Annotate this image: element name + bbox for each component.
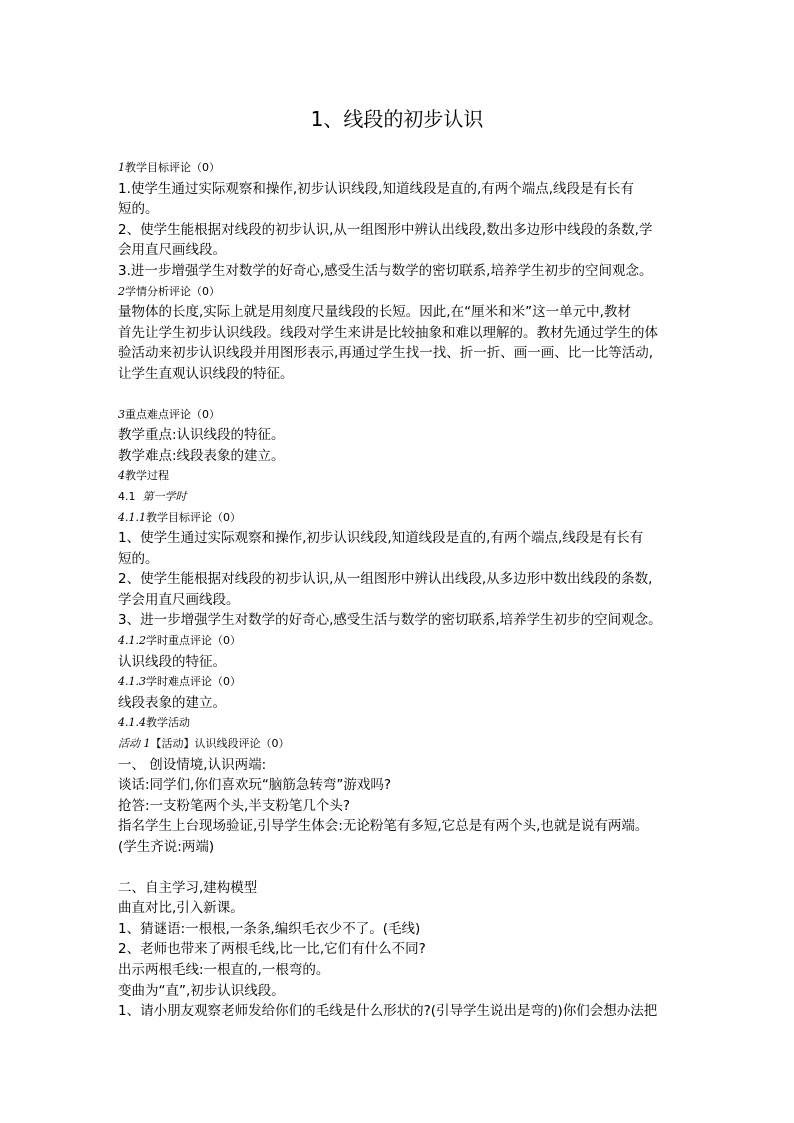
section-number: 4.1.1 — [118, 510, 146, 524]
subsection-heading — [118, 508, 678, 529]
activity-number: 活动 1 — [118, 737, 151, 751]
subsection-heading — [118, 713, 678, 734]
paragraph-line: 变曲为“直”,初步认识线段。 — [118, 982, 285, 999]
paragraph-line: 短的。 — [118, 550, 159, 567]
paragraph-line: 谈话:同学们,你们喜欢玩“脑筋急转弯”游戏吗? — [118, 777, 391, 794]
section-title: 第一学时 — [142, 489, 187, 503]
section-number: 4.1 — [118, 489, 136, 503]
paragraph-line: 会用直尺画线段。 — [118, 242, 226, 259]
subsection-heading — [118, 672, 678, 693]
section-title: 学时重点评论（0） — [146, 634, 241, 648]
paragraph-line: 3、进一步增强学生对数学的好奇心,感受生活与数学的密切联系,培养学生初步的空间观念。 — [118, 612, 662, 629]
paragraph-line: 验活动来初步认识线段并用图形表示,再通过学生找一找、折一折、画一画、比一比等活动, — [118, 345, 654, 362]
paragraph-line: 教学难点:线段表象的建立。 — [118, 447, 285, 464]
paragraph-line: 教学重点:认识线段的特征。 — [118, 427, 285, 444]
section-title: 教学活动 — [146, 716, 190, 730]
paragraph-line: 1.使学生通过实际观察和操作,初步认识线段,知道线段是直的,有两个端点,线段是有长有 — [118, 180, 635, 197]
paragraph-line: 1、使学生通过实际观察和操作,初步认识线段,知道线段是直的,有两个端点,线段是有长有 — [118, 530, 644, 547]
paragraph-line: 1、猜谜语:一根根,一条条,编织毛衣少不了。(毛线) — [118, 920, 421, 937]
section-heading — [118, 282, 678, 303]
paragraph-line: 一、 创设情境,认识两端: — [118, 756, 267, 773]
paragraph-line: 线段表象的建立。 — [118, 694, 226, 711]
section-number: 4.1.3 — [118, 675, 146, 689]
paragraph-line: 量物体的长度,实际上就是用刻度尺量线段的长短。因此,在“厘米和米”这一单元中,教材 — [118, 304, 631, 321]
section-number: 4.1.2 — [118, 634, 146, 648]
section-number: 3 — [118, 407, 125, 421]
paragraph-line: 短的。 — [118, 201, 159, 218]
paragraph-line: 3.进一步增强学生对数学的好奇心,感受生活与数学的密切联系,培养学生初步的空间观念。 — [118, 262, 653, 279]
paragraph-line: 首先让学生初步认识线段。线段对学生来讲是比较抽象和难以理解的。教材先通过学生的体 — [118, 324, 658, 341]
section-number: 4.1.4 — [118, 716, 146, 730]
subsection-heading — [118, 631, 678, 652]
section-heading — [118, 405, 678, 426]
page-title: 1、线段的初步认识 — [310, 107, 484, 131]
blank-line — [118, 385, 678, 405]
activity-title: 【活动】认识线段评论（0） — [150, 737, 290, 751]
paragraph-line: 1、请小朋友观察老师发给你们的毛线是什么形状的?(引导学生说出是弯的)你们会想办法把 — [118, 1003, 658, 1020]
section-title: 教学过程 — [125, 469, 169, 483]
document-body — [118, 158, 678, 1022]
paragraph-line: 曲直对比,引入新课。 — [118, 900, 244, 917]
section-number: 2 — [118, 284, 125, 298]
paragraph-line: 2、老师也带来了两根毛线,比一比,它们有什么不同? — [118, 941, 426, 958]
paragraph-line: 认识线段的特征。 — [118, 653, 226, 670]
blank-line — [118, 858, 678, 878]
section-heading — [118, 158, 678, 179]
paragraph-line: 2、使学生能根据对线段的初步认识,从一组图形中辨认出线段,从多边形中数出线段的条数, — [118, 571, 653, 588]
section-heading — [118, 466, 678, 487]
section-number: 4 — [118, 469, 125, 483]
activity-heading — [118, 734, 678, 755]
paragraph-line: 让学生直观认识线段的特征。 — [118, 365, 294, 382]
paragraph-line: 2、使学生能根据对线段的初步认识,从一组图形中辨认出线段,数出多边形中线段的条数,学 — [118, 221, 653, 238]
subsection-heading — [118, 487, 678, 508]
section-title: 教学目标评论（0） — [146, 510, 241, 524]
paragraph-line: (学生齐说:两端) — [118, 839, 215, 855]
paragraph-line: 抢答:一支粉笔两个头,半支粉笔几个头? — [118, 797, 351, 814]
section-title: 教学目标评论（0） — [125, 161, 220, 174]
paragraph-line: 二、自主学习,建构模型 — [118, 879, 258, 896]
section-title: 学情分析评论（0） — [125, 284, 220, 298]
paragraph-line: 学会用直尺画线段。 — [118, 591, 240, 608]
section-title: 学时难点评论（0） — [146, 675, 241, 689]
section-title: 重点难点评论（0） — [125, 407, 220, 421]
paragraph-line: 出示两根毛线:一根直的,一根弯的。 — [118, 961, 330, 978]
section-number: 1 — [118, 161, 125, 174]
paragraph-line: 指名学生上台现场验证,引导学生体会:无论粉笔有多短,它总是有两个头,也就是说有两端。 — [118, 818, 649, 835]
